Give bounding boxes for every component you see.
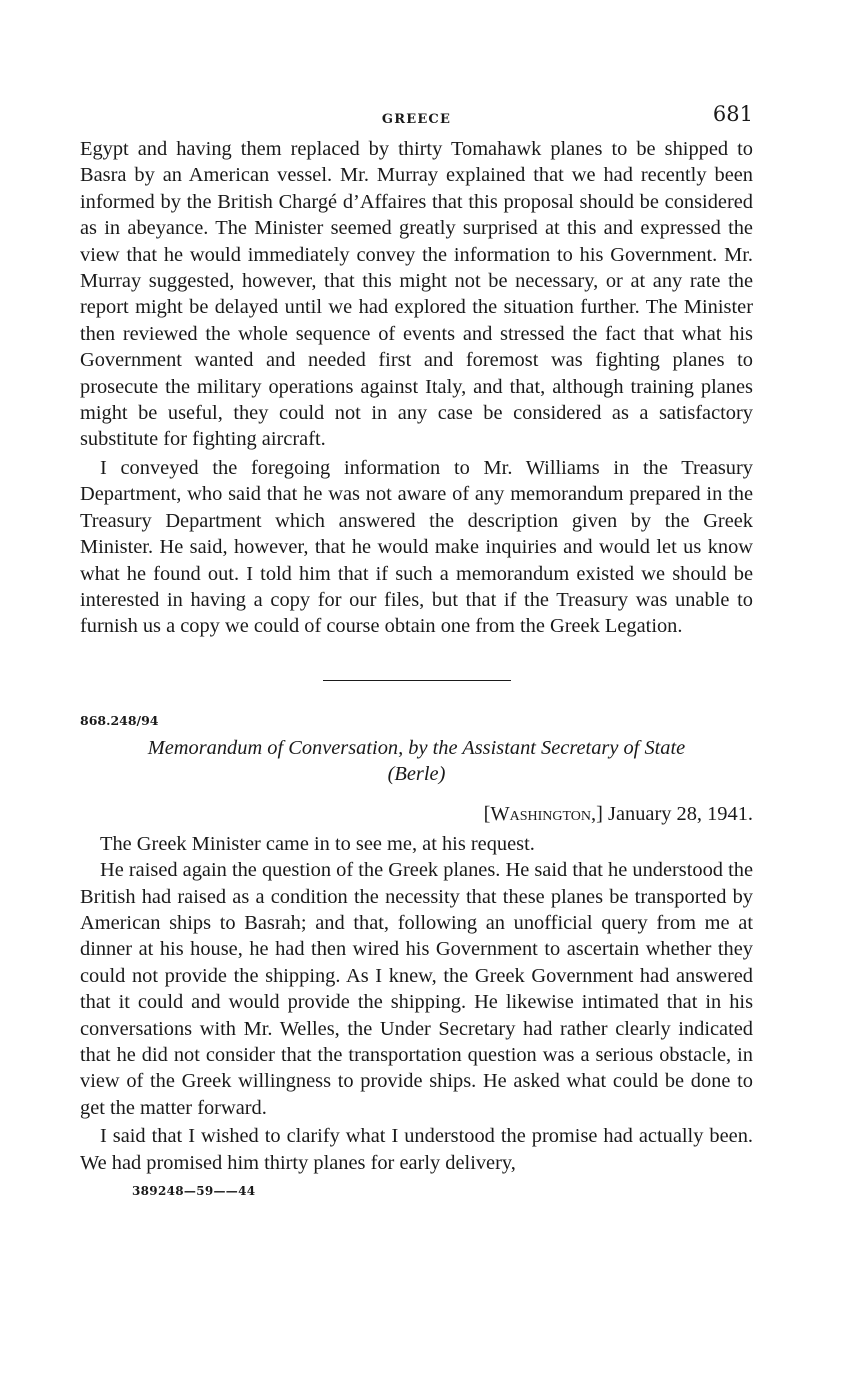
section-divider <box>323 680 511 681</box>
document-title-author: (Berle) <box>387 762 446 785</box>
dateline-place: [Washington,] <box>483 802 603 825</box>
document-page <box>80 100 753 1198</box>
running-head <box>80 100 753 136</box>
running-title: GREECE <box>381 112 452 127</box>
dateline-date: January 28, 1941. <box>602 802 753 825</box>
body-paragraph: He raised again the question of the Greek planes. He said that he understood the British had raised as a condition the necessity that these planes be transported by American ships to Basrah; and that, following an unofficial query from me at dinner at his house, he had then wired his Government to ascertain whether they could not provide the shipping. As I knew, the Greek Government had answered that it could and would provide the shipping. He likewise intimated that in his conversations with Mr. Welles, the Under Secretary had rather clearly indicated that he did not consider that the transportation question was a serious obstacle, in view of the Greek willingness to provide ships. He asked what could be done to get the matter forward. <box>80 859 753 1119</box>
page-number: 681 <box>712 102 753 126</box>
dateline <box>80 801 753 827</box>
file-number: 868.248/94 <box>80 712 159 728</box>
body-paragraph: The Greek Minister came in to see me, at his request. <box>100 832 535 855</box>
body-paragraph: I conveyed the foregoing information to Mr. Williams in the Treasury Department, who said that he was not aware of any memorandum prepared in the Treasury Department which answered the description given by the Greek Minister. He said, however, that he would make inquiries and would let us know what he found out. I told him that if such a memorandum existed we should be interested in having a copy for our files, but that if the Treasury was unable to furnish us a copy we could of course obtain one from the Greek Legation. <box>80 456 753 638</box>
body-paragraph: Egypt and having them replaced by thirty Tomahawk planes to be shipped to Basra by an American vessel. Mr. Murray explained that we had recently been informed by the British Chargé d’Affaires that this proposal should be considered as in abeyance. The Minister seemed greatly surprised at this and expressed the view that he would immediately convey the information to his Government. Mr. Murray suggested, however, that this might not be necessary, or at any rate the report might be delayed until we had explored the situation further. The Minister then reviewed the whole sequence of events and stressed the fact that what his Government wanted and needed first and foremost was fighting planes to prosecute the military operations against Italy, and that, although training planes might be useful, they could not in any case be considered as a satisfactory substitute for fighting aircraft. <box>80 138 753 451</box>
body-paragraph: I said that I wished to clarify what I understood the promise had actually been. We had promised him thirty planes for early delivery, <box>80 1125 753 1174</box>
document-title <box>80 735 753 787</box>
printer-code: 389248—59——44 <box>132 1184 256 1198</box>
document-title-line: Memorandum of Conversation, by the Assistant Secretary of State <box>147 736 686 759</box>
